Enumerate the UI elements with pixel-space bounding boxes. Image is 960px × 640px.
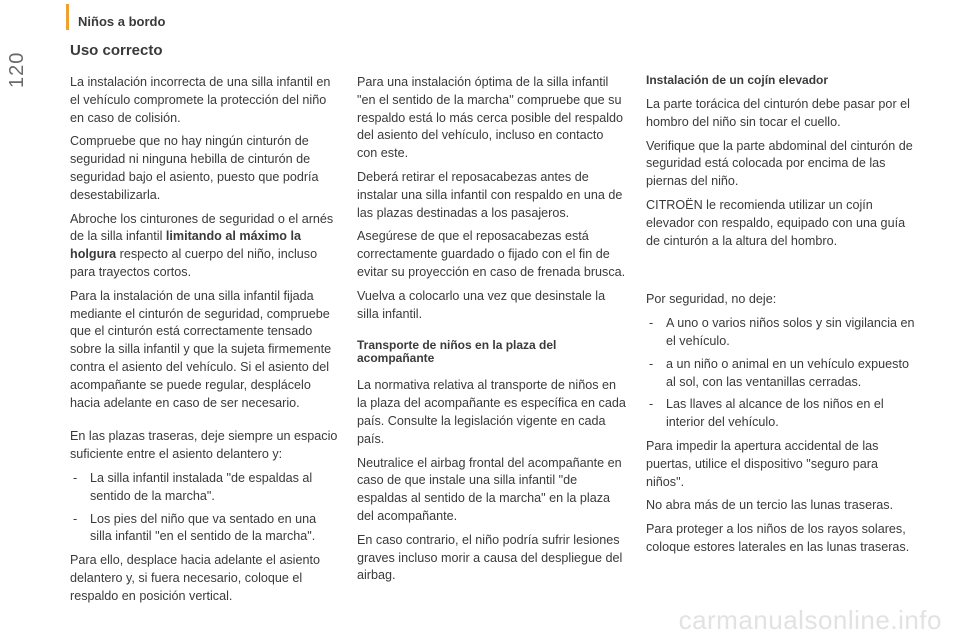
paragraph: En caso contrario, el niño podría sufrir lesiones graves incluso morir a causa del despliegue del airbag. <box>357 532 623 583</box>
page-number: 120 <box>6 51 28 88</box>
list-item: - A uno o varios niños solos y sin vigilancia en el vehículo. <box>646 315 918 351</box>
bullet-list <box>646 315 918 432</box>
spacer <box>70 418 340 428</box>
paragraph: Por seguridad, no deje: <box>646 292 777 307</box>
page-title: Uso correcto <box>70 42 163 59</box>
paragraph: Para ello, desplace hacia adelante el asiento delantero y, si fuera necesario, coloque el respaldo en posición vertical. <box>70 553 320 603</box>
list-item: - Los pies del niño que va sentado en una silla infantil "en el sentido de la marcha". <box>70 511 340 547</box>
bold-text: limitando al máximo la holgura <box>70 229 301 262</box>
paragraph: En las plazas traseras, deje siempre un espacio suficiente entre el asiento delantero y: <box>70 429 338 462</box>
text: Abroche los cinturones de seguridad o el arnés de la silla infantil <box>70 211 334 244</box>
paragraph: Para la instalación de una silla infantil fijada mediante el cinturón de seguridad, compruebe que el cinturón está correctamente tensado sobre la silla infantil y que la sujeta firmemente contra el asiento del vehículo. Si el asiento del acompañante se puede regular, desplácelo hacia adelante en caso de ser necesario. <box>70 288 332 410</box>
paragraph: No abra más de un tercio las lunas traseras. <box>646 498 894 513</box>
section-header: Niños a bordo <box>78 14 166 29</box>
paragraph: Vuelva a colocarlo una vez que desinstale la silla infantil. <box>357 288 606 321</box>
list-item: - Las llaves al alcance de los niños en el interior del vehículo. <box>646 396 918 432</box>
paragraph: Verifique que la parte abdominal del cinturón de seguridad está colocada por encima de las piernas del niño. <box>646 138 913 189</box>
paragraph: Compruebe que no hay ningún cinturón de seguridad ni ninguna hebilla de cinturón de seguridad bajo el asiento, puesto que podría desestabilizarla. <box>70 134 319 202</box>
paragraph: Para una instalación óptima de la silla infantil "en el sentido de la marcha" compruebe que su respaldo está lo más cerca posible del respaldo del asiento del vehículo, incluso en contacto con este. <box>357 75 624 161</box>
section-accent-bar <box>66 4 69 30</box>
bullet-list <box>70 470 340 546</box>
paragraph: La normativa relativa al transporte de niños en la plaza del acompañante es específica en cada país. Consulte la legislación vigente en cada país. <box>357 378 626 446</box>
spacer <box>646 256 918 291</box>
column-2 <box>357 74 627 591</box>
column-3 <box>646 74 918 563</box>
list-item: - La silla infantil instalada "de espaldas al sentido de la marcha". <box>70 470 340 506</box>
paragraph: Asegúrese de que el reposacabezas está correctamente guardado o fijado con el fin de evitar su proyección en caso de frenada brusca. <box>357 229 626 279</box>
paragraph: Deberá retirar el reposacabezas antes de instalar una silla infantil con respaldo en una de las plazas destinadas a los pasajeros. <box>357 169 623 220</box>
subheading: Transporte de niños en la plaza del acompañante <box>357 338 557 366</box>
paragraph: Para impedir la apertura accidental de las puertas, utilice el dispositivo "seguro para niños". <box>646 438 879 489</box>
column-1 <box>70 74 340 612</box>
paragraph: Neutralice el airbag frontal del acompañante en caso de que instale una silla infantil "de espaldas al sentido de la marcha" en la plaza del acompañante. <box>357 455 622 523</box>
paragraph: La instalación incorrecta de una silla infantil en el vehículo compromete la protección del niño en caso de colisión. <box>70 75 331 125</box>
paragraph: Para proteger a los niños de los rayos solares, coloque estores laterales en las lunas traseras. <box>646 522 910 554</box>
text: respecto al cuerpo del niño, incluso para trayectos cortos. <box>70 247 318 279</box>
paragraph <box>70 211 340 282</box>
subheading: Instalación de un cojín elevador <box>646 73 829 87</box>
list-item: - a un niño o animal en un vehículo expuesto al sol, con las ventanillas cerradas. <box>646 356 918 392</box>
watermark: carmanualsonline.info <box>678 605 942 635</box>
paragraph: La parte torácica del cinturón debe pasar por el hombro del niño sin tocar el cuello. <box>646 97 910 129</box>
paragraph: CITROËN le recomienda utilizar un cojín elevador con respaldo, equipado con una guía de cinturón a la altura del hombro. <box>646 197 906 248</box>
